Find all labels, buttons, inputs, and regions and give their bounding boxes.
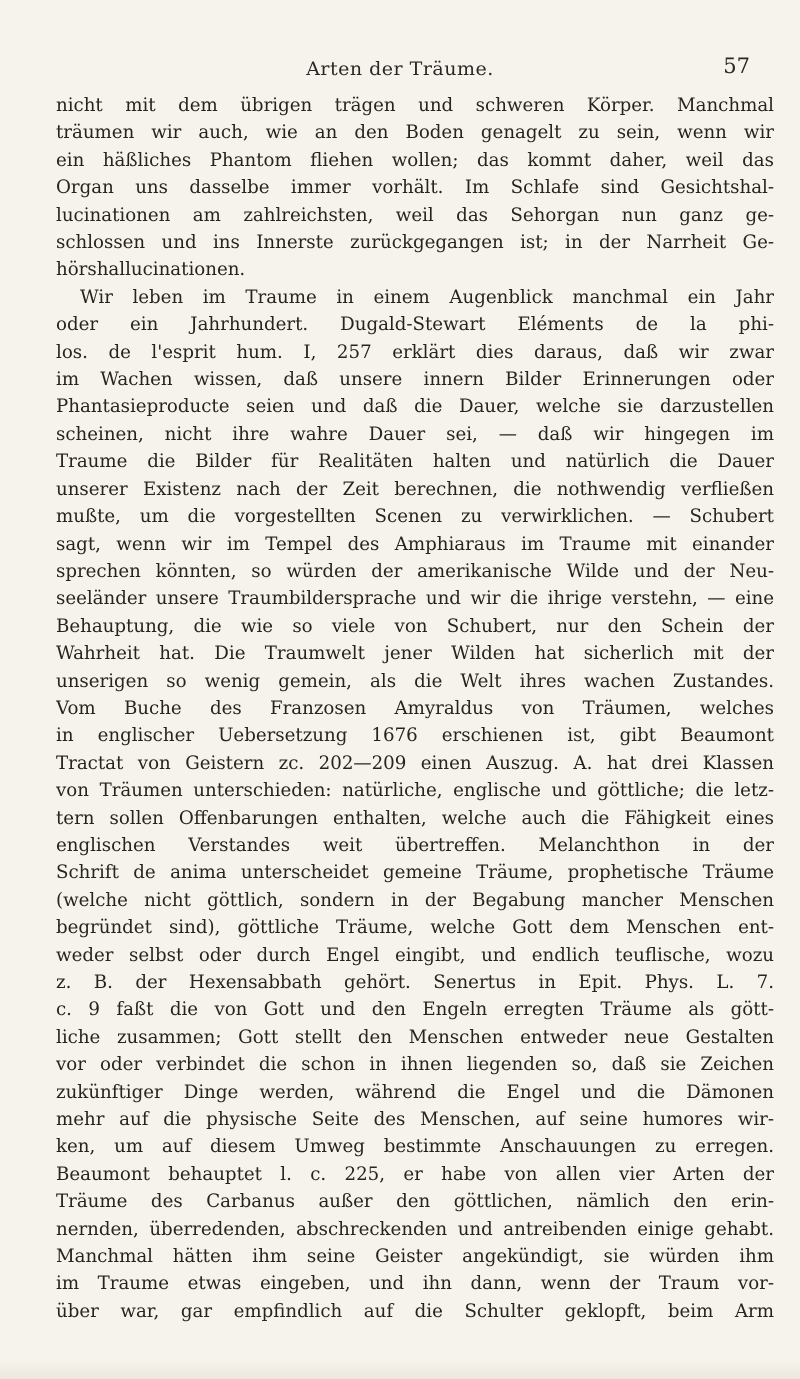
text-line: Phantasieproducte seien und daß die Dauer, welche sie darzustellen (56, 396, 774, 418)
text-line: mußte, um die vorgestellten Scenen zu verwirklichen. — Schubert (56, 506, 774, 528)
text-line: weder selbst oder durch Engel eingibt, und endlich teuflische, wozu (56, 944, 774, 966)
text-line: liche zusammen; Gott stellt den Menschen entweder neue Gestalten (56, 1026, 774, 1048)
page-bottom-edge (0, 1361, 800, 1379)
text-line: (welche nicht göttlich, sondern in der Begabung mancher Menschen (56, 889, 774, 911)
text-line: tern sollen Offenbarungen enthalten, welche auch die Fähigkeit eines (56, 807, 774, 829)
text-line: ein häßliches Phantom fliehen wollen; das kommt daher, weil das (56, 149, 774, 171)
text-line: Beaumont behauptet l. c. 225, er habe von allen vier Arten der (56, 1163, 774, 1185)
text-line: im Wachen wissen, daß unsere innern Bilder Erinnerungen oder (56, 369, 774, 391)
text-line: Manchmal hätten ihm seine Geister angekündigt, sie würden ihm (56, 1246, 774, 1268)
text-line: los. de l'esprit hum. I, 257 erklärt dies daraus, daß wir zwar (56, 341, 774, 363)
text-line: nernden, überredenden, abschreckenden und antreibenden einige gehabt. (56, 1218, 774, 1240)
text-line: Träume des Carbanus außer den göttlichen, nämlich den erin- (56, 1191, 774, 1213)
text-line: Schrift de anima unterscheidet gemeine Träume, prophetische Träume (56, 862, 774, 884)
text-line: in englischer Uebersetzung 1676 erschienen ist, gibt Beaumont (56, 725, 774, 747)
text-line: Behauptung, die wie so viele von Schubert, nur den Schein der (56, 615, 774, 637)
text-line: seeländer unsere Traumbildersprache und wir die ihrige verstehn, — eine (56, 588, 774, 610)
text-line: vor oder verbindet die schon in ihnen liegenden so, daß sie Zeichen (56, 1054, 774, 1076)
text-line: nicht mit dem übrigen trägen und schweren Körper. Manchmal (56, 95, 774, 116)
text-line: lucinationen am zahlreichsten, weil das Sehorgan nun ganz ge- (56, 204, 774, 226)
body-text (56, 92, 774, 1325)
text-line: sprechen könnten, so würden der amerikanische Wilde und der Neu- (56, 560, 774, 582)
text-line: mehr auf die physische Seite des Menschen, auf seine humores wir- (56, 1109, 774, 1131)
text-line: träumen wir auch, wie an den Boden genagelt zu sein, wenn wir (56, 122, 774, 144)
text-line: englischen Verstandes weit übertreffen. Melanchthon in der (56, 834, 774, 856)
text-line: scheinen, nicht ihre wahre Dauer sei, — daß wir hingegen im (56, 423, 774, 445)
text-line: über war, gar empfindlich auf die Schulter geklopft, beim Arm (56, 1300, 774, 1322)
text-line: Wir leben im Traume in einem Augenblick manchmal ein Jahr (80, 286, 774, 308)
text-line: hörshallucinationen. (56, 259, 246, 281)
text-line: Organ uns dasselbe immer vorhält. Im Schlafe sind Gesichtshal- (56, 177, 774, 199)
text-line: von Träumen unterschieden: natürliche, englische und göttliche; die letz- (56, 780, 774, 802)
running-title: Arten der Träume. (306, 58, 494, 80)
text-line: schlossen und ins Innerste zurückgegangen ist; in der Narrheit Ge- (56, 232, 774, 254)
text-line: sagt, wenn wir im Tempel des Amphiaraus im Traume mit einander (56, 533, 774, 555)
text-line: Vom Buche des Franzosen Amyraldus von Träumen, welches (56, 697, 774, 719)
page-number: 57 (723, 54, 750, 78)
text-line: unserigen so wenig gemein, als die Welt ihres wachen Zustandes. (56, 670, 774, 692)
text-line: im Traume etwas eingeben, und ihn dann, wenn der Traum vor- (56, 1273, 774, 1295)
text-line: c. 9 faßt die von Gott und den Engeln erregten Träume als gött- (56, 999, 774, 1021)
text-line: ken, um auf diesem Umweg bestimmte Anschauungen zu erregen. (56, 1136, 774, 1158)
text-line: Tractat von Geistern zc. 202—209 einen Auszug. A. hat drei Klassen (56, 752, 774, 774)
text-line: zukünftiger Dinge werden, während die Engel und die Dämonen (56, 1081, 774, 1103)
text-line: begründet sind), göttliche Träume, welche Gott dem Menschen ent- (56, 917, 774, 939)
text-line: unserer Existenz nach der Zeit berechnen, die nothwendig verfließen (56, 478, 774, 500)
text-line: z. B. der Hexensabbath gehört. Senertus in Epit. Phys. L. 7. (56, 972, 774, 993)
text-line: Wahrheit hat. Die Traumwelt jener Wilden hat sicherlich mit der (56, 643, 774, 665)
text-line: oder ein Jahrhundert. Dugald-Stewart Eléments de la phi- (56, 314, 774, 336)
text-line: Traume die Bilder für Realitäten halten und natürlich die Dauer (56, 451, 774, 473)
